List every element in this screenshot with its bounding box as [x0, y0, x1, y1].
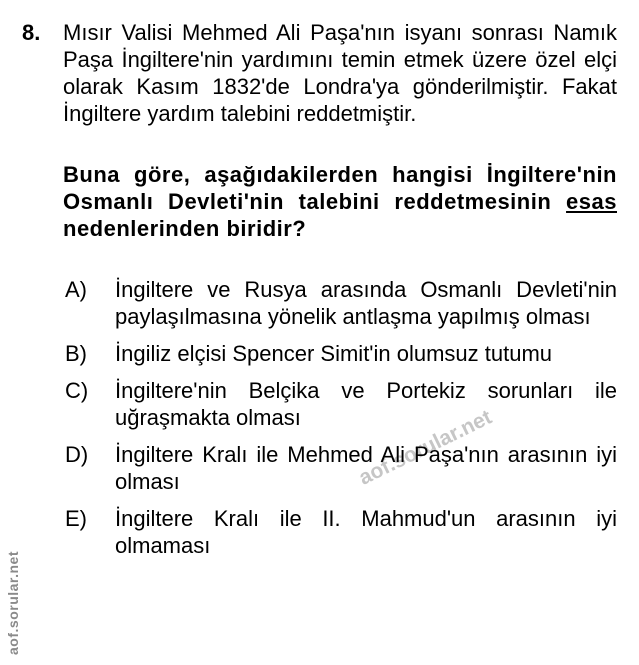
question-stem	[63, 161, 617, 242]
option-letter: A)	[65, 277, 87, 302]
stem-underlined-word: esas	[566, 189, 617, 214]
answer-option-c	[63, 377, 617, 431]
stem-text-after: nedenlerinden biridir?	[63, 216, 307, 241]
stem-text-before: Buna göre, aşağıdakilerden hangisi İngiltere'nin Osmanlı Devleti'nin talebini reddetmesinin	[63, 162, 617, 214]
question-content	[63, 19, 617, 569]
option-text: İngiltere Kralı ile Mehmed Ali Paşa'nın arasının iyi olması	[115, 442, 617, 494]
option-text: İngiltere'nin Belçika ve Portekiz sorunları ile uğraşmakta olması	[115, 378, 617, 430]
option-text: İngiltere ve Rusya arasında Osmanlı Devleti'nin paylaşılmasına yönelik antlaşma yapılmış olması	[115, 277, 617, 329]
watermark-diagonal: aof.sorular.net	[355, 405, 496, 490]
answer-option-e	[63, 505, 617, 559]
option-text: İngiliz elçisi Spencer Simit'in olumsuz tutumu	[115, 341, 553, 366]
option-letter: B)	[65, 341, 87, 366]
question-block	[0, 19, 639, 569]
question-number: 8.	[22, 20, 41, 45]
options-list	[63, 276, 617, 559]
watermark-vertical: aof.sorular.net	[5, 551, 21, 655]
answer-option-b	[63, 340, 617, 367]
option-text: İngiltere Kralı ile II. Mahmud'un arasının iyi olmaması	[115, 506, 617, 558]
option-letter: C)	[65, 378, 89, 403]
answer-option-a	[63, 276, 617, 330]
option-letter: E)	[65, 506, 87, 531]
option-letter: D)	[65, 442, 89, 467]
answer-option-d	[63, 441, 617, 495]
question-paragraph: Mısır Valisi Mehmed Ali Paşa'nın isyanı sonrası Namık Paşa İngiltere'nin yardımını temin etmek üzere özel elçi olarak Kasım 1832'de Londra'ya gönderilmiştir. Fakat İngiltere yardım talebini reddetmiştir.	[63, 20, 617, 126]
